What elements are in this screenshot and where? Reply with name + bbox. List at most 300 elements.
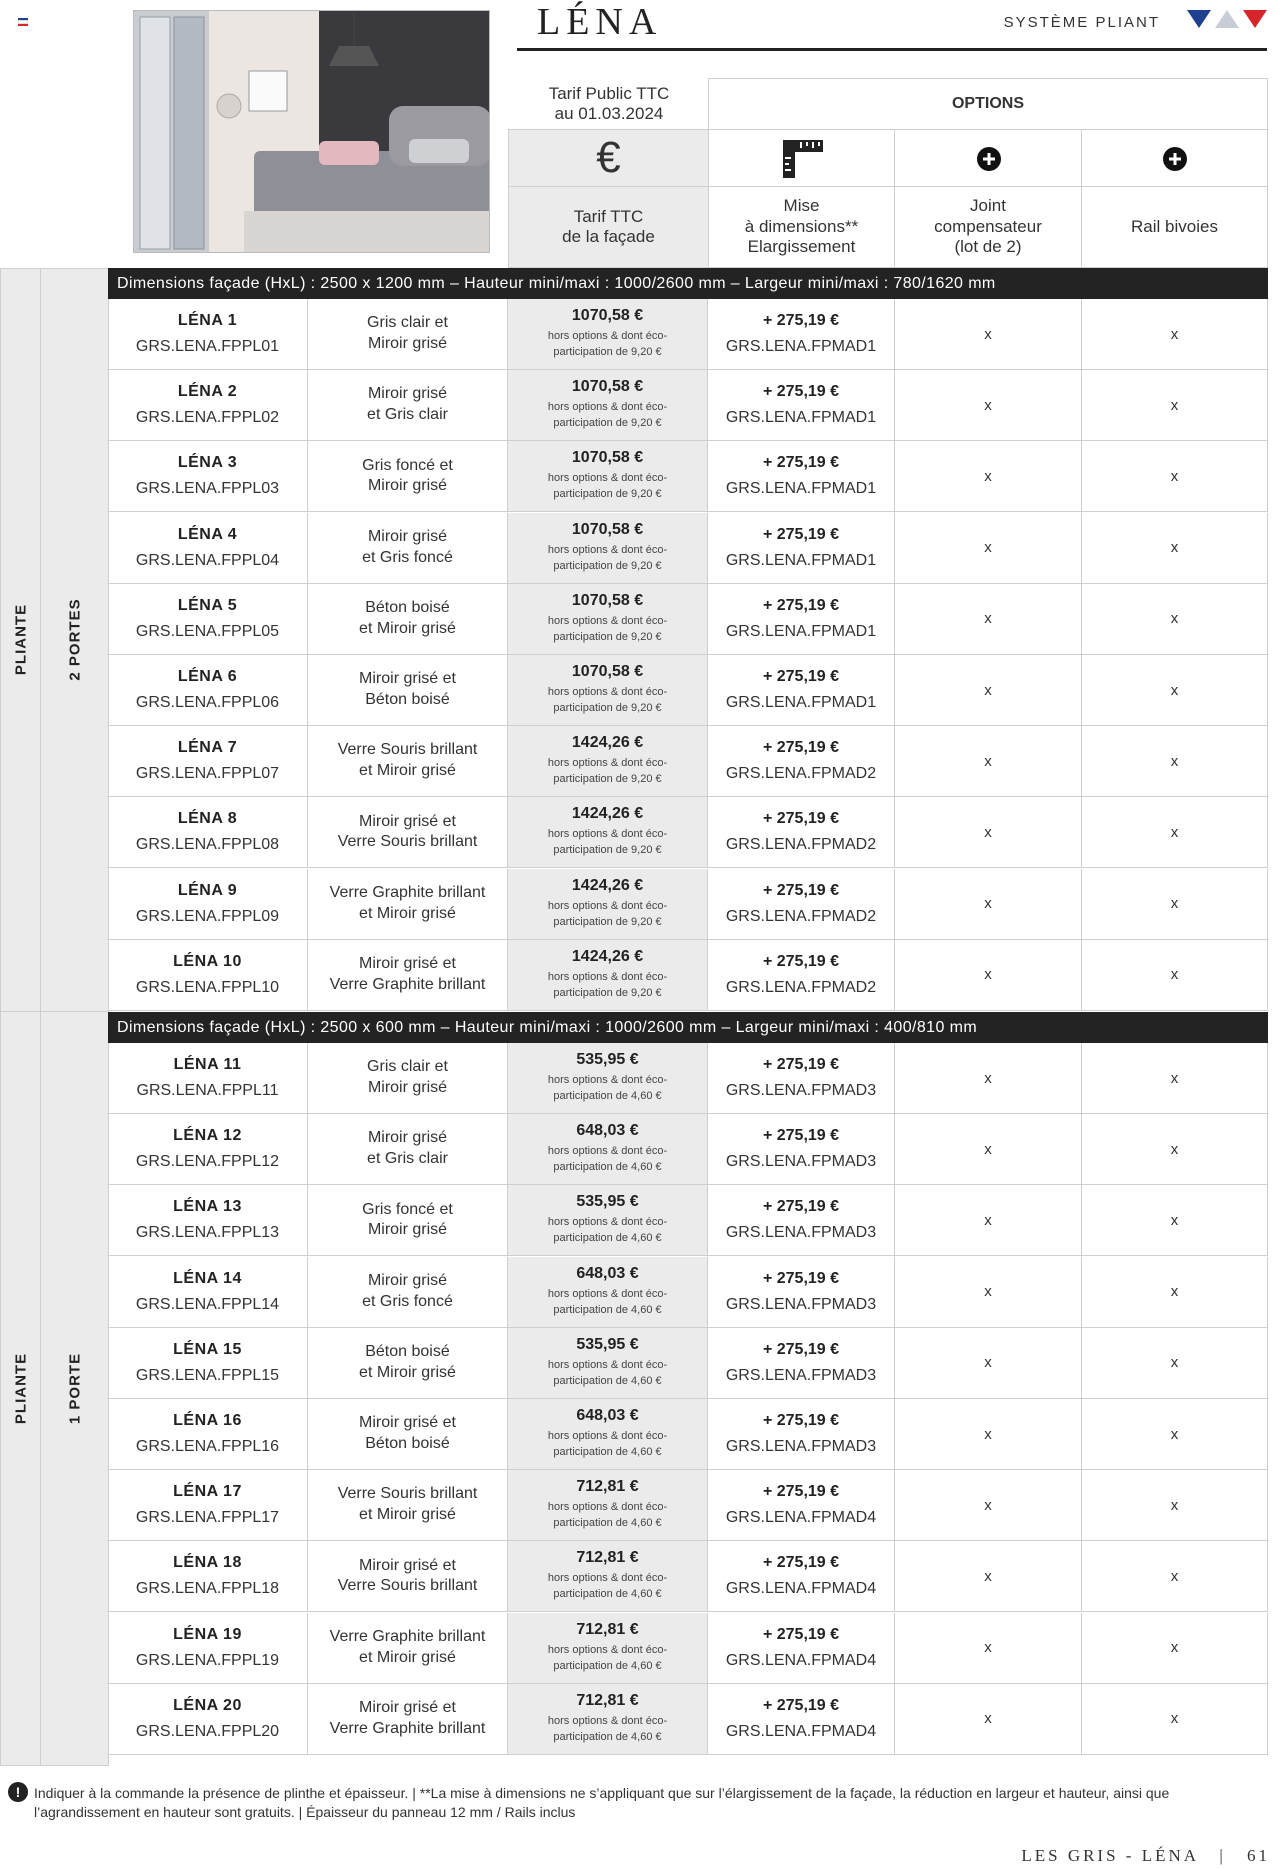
cell-name: LÉNA 12 [173,1127,242,1145]
cell-eco2: participation de 9,20 € [553,915,662,928]
cell-d2: Verre Souris brillant [337,833,478,851]
cell-d2: Verre Graphite brillant [329,1719,486,1737]
price-cell [508,1613,708,1683]
cell-optref: GRS.LENA.FPMAD1 [725,551,877,569]
cell-ref: GRS.LENA.FPPL02 [135,409,280,427]
tricolor-triangles-icon [1187,8,1267,30]
cell-optref: GRS.LENA.FPMAD1 [725,694,877,711]
cell-opt: + 275,19 € [762,383,840,401]
footnote [34,1784,1234,1822]
cell-price: 535,95 € [576,1193,639,1211]
cell-eco2: participation de 9,20 € [553,986,662,999]
cell-d1: Miroir grisé et [359,1414,456,1432]
x-cell [1082,1470,1268,1540]
plus-icon-cell-joint [894,129,1082,187]
cell-name: LÉNA 18 [173,1554,242,1572]
name-cell [108,726,308,796]
x-cell [895,1114,1082,1184]
product-photo [133,10,490,253]
table-row [108,1470,1268,1541]
system-label: SYSTÈME PLIANT [1003,14,1160,31]
footer-label: LES GRIS - LÉNA [1021,1846,1199,1865]
cell-name: LÉNA 10 [173,952,242,970]
cell-price: 1070,58 € [571,591,644,609]
name-cell [108,370,308,440]
cell-d2: et Miroir grisé [359,1363,456,1381]
section-2-side-label: PLIANTE [12,1352,30,1425]
section-2-side [0,1011,41,1766]
desc-cell [308,797,508,867]
cell-eco1: hors options & dont éco- [547,614,668,627]
cell-x1: x [984,1496,992,1514]
cell-d1: Miroir grisé et [359,1699,456,1716]
cell-d1: Miroir grisé [367,527,448,545]
cell-name: LÉNA 5 [177,596,238,614]
joint-col-label-2: compensateur [934,216,1042,236]
cell-eco1: hors options & dont éco- [547,1714,668,1727]
page-title: LÉNA [537,1,663,43]
page-number: 61 [1247,1846,1270,1865]
cell-eco2: participation de 9,20 € [553,630,662,643]
x-cell [895,797,1082,867]
desc-cell [308,940,508,1010]
cell-ref: GRS.LENA.FPPL09 [135,907,280,925]
desc-cell [308,1114,508,1184]
x-cell [895,299,1082,369]
opt-cell [708,1328,895,1398]
cell-name: LÉNA 4 [177,525,238,543]
cell-price: 648,03 € [576,1122,639,1140]
cell-opt: + 275,19 € [762,1554,840,1572]
name-cell [108,869,308,939]
cell-x1: x [984,1140,992,1158]
rail-col-label: Rail bivoies [1131,216,1218,236]
cell-d2: Miroir grisé [367,1221,448,1239]
cell-ref: GRS.LENA.FPPL19 [135,1651,280,1669]
cell-x2: x [1170,1211,1179,1229]
section-1-sub-label: 2 PORTES [66,598,84,681]
cell-price: 535,95 € [576,1335,639,1353]
desc-cell [308,726,508,796]
cell-name: LÉNA 13 [173,1198,242,1216]
cell-name: LÉNA 8 [177,810,238,828]
cell-eco2: participation de 4,60 € [553,1730,662,1743]
cell-d1: Miroir grisé et [359,955,456,972]
price-cell [508,797,708,867]
x-cell [1082,869,1268,939]
name-cell [108,1328,308,1398]
cell-optref: GRS.LENA.FPMAD4 [725,1722,877,1740]
cell-d2: et Gris foncé [362,1292,453,1310]
desc-cell [308,370,508,440]
cell-x2: x [1170,1710,1179,1728]
cell-ref: GRS.LENA.FPPL18 [135,1580,280,1598]
desc-cell [308,1541,508,1611]
desc-cell [308,441,508,511]
price-cell [508,655,708,725]
cell-x2: x [1170,681,1179,699]
cell-x2: x [1170,396,1179,414]
section-2-dimensions: Dimensions façade (HxL) : 2500 x 600 mm – Hauteur mini/maxi : 1000/2600 mm – Largeur mini/maxi : 400/810 mm [108,1012,1268,1043]
cell-x2: x [1170,1069,1179,1087]
cell-x1: x [984,966,992,984]
opt-cell [708,1114,895,1184]
cell-ref: GRS.LENA.FPPL10 [135,978,280,996]
cell-x2: x [1170,467,1179,485]
cell-d1: Gris clair et [367,314,448,332]
cell-d2: Verre Graphite brillant [329,975,486,993]
rail-col-header [1081,186,1268,268]
x-cell [895,1613,1082,1683]
cell-eco2: participation de 9,20 € [553,346,662,358]
desc-cell [308,1399,508,1469]
cell-ref: GRS.LENA.FPPL06 [135,694,280,711]
tarif-public-header [509,78,709,130]
cell-x2: x [1170,823,1179,841]
cell-ref: GRS.LENA.FPPL14 [135,1295,280,1313]
x-cell [895,869,1082,939]
desc-cell [308,869,508,939]
name-cell [108,513,308,583]
opt-cell [708,299,895,369]
cell-price: 1424,26 € [571,805,644,823]
cell-d2: et Miroir grisé [359,1506,456,1524]
x-cell [1082,370,1268,440]
price-cell [508,1541,708,1611]
cell-price: 1070,58 € [571,307,644,325]
cell-eco1: hors options & dont éco- [547,970,668,983]
name-cell [108,1541,308,1611]
cell-eco1: hors options & dont éco- [547,899,668,912]
cell-opt: + 275,19 € [762,454,840,472]
x-cell [1082,1043,1268,1113]
cell-price: 648,03 € [576,1264,639,1282]
x-cell [1082,1541,1268,1611]
cell-eco2: participation de 9,20 € [553,702,662,714]
cell-price: 1070,58 € [571,378,644,396]
table-row [108,584,1268,655]
cell-x1: x [984,1567,992,1585]
cell-opt: + 275,19 € [762,881,840,899]
desc-cell [308,1684,508,1754]
price-cell [508,869,708,939]
cell-opt: + 275,19 € [762,596,840,614]
desc-cell [308,1613,508,1683]
x-cell [895,1328,1082,1398]
name-cell [108,299,308,369]
table-row [108,1114,1268,1185]
section-1-side-label: PLIANTE [12,603,30,676]
cell-x1: x [984,539,992,557]
cell-opt: + 275,19 € [762,810,840,828]
cell-eco2: participation de 4,60 € [553,1659,662,1672]
desc-cell [308,513,508,583]
price-cell [508,584,708,654]
cell-x1: x [984,396,992,414]
section-2-sub [40,1011,109,1766]
cell-d1: Béton boisé [365,599,450,616]
opt-cell [708,726,895,796]
x-cell [1082,1684,1268,1754]
flag-mini-icon [18,18,28,26]
name-cell [108,940,308,1010]
cell-price: 712,81 € [576,1549,639,1567]
cell-name: LÉNA 2 [177,383,238,401]
x-cell [895,1470,1082,1540]
cell-d2: et Miroir grisé [359,762,456,780]
section-1-dimensions: Dimensions façade (HxL) : 2500 x 1200 mm – Hauteur mini/maxi : 1000/2600 mm – Largeur mini/maxi : 780/1620 mm [108,268,1268,299]
cell-name: LÉNA 6 [177,668,238,685]
ruler-icon [781,138,825,180]
cell-optref: GRS.LENA.FPMAD1 [725,409,877,427]
name-cell [108,584,308,654]
cell-eco2: participation de 4,60 € [553,1374,662,1387]
cell-eco2: participation de 4,60 € [553,1161,662,1174]
opt-cell [708,1185,895,1255]
cell-name: LÉNA 3 [177,454,238,472]
opt-cell [708,797,895,867]
cell-name: LÉNA 17 [173,1483,242,1501]
plus-circle-icon [1162,146,1188,172]
cell-price: 1070,58 € [571,520,644,538]
cell-opt: + 275,19 € [762,1483,840,1501]
cell-d2: et Miroir grisé [359,619,456,637]
cell-eco1: hors options & dont éco- [547,330,668,343]
section-2-sub-label: 1 PORTE [66,1352,84,1425]
cell-d2: et Gris clair [367,1150,448,1168]
price-cell [508,1257,708,1327]
cell-optref: GRS.LENA.FPMAD3 [725,1366,877,1384]
x-cell [895,940,1082,1010]
cell-optref: GRS.LENA.FPMAD2 [725,836,877,854]
price-cell [508,726,708,796]
cell-eco2: participation de 4,60 € [553,1517,662,1530]
cell-eco1: hors options & dont éco- [547,543,668,556]
table-row [108,1541,1268,1612]
plus-circle-icon [976,146,1002,172]
table-row [108,1684,1268,1755]
cell-ref: GRS.LENA.FPPL03 [135,480,280,498]
cell-optref: GRS.LENA.FPMAD4 [725,1651,877,1669]
opt-cell [708,940,895,1010]
x-cell [1082,299,1268,369]
cell-x2: x [1170,752,1179,770]
cell-eco1: hors options & dont éco- [547,472,668,485]
price-cell [508,513,708,583]
cell-optref: GRS.LENA.FPMAD3 [725,1295,877,1313]
desc-cell [308,1043,508,1113]
opt-cell [708,1541,895,1611]
price-col-label-1: Tarif TTC [573,206,644,226]
name-cell [108,441,308,511]
cell-opt: + 275,19 € [762,525,840,543]
x-cell [1082,1185,1268,1255]
name-cell [108,1185,308,1255]
ruler-icon-cell [708,129,895,187]
table-row [108,299,1268,370]
desc-cell [308,1257,508,1327]
cell-opt: + 275,19 € [762,1412,840,1429]
cell-d1: Verre Souris brillant [337,1485,478,1503]
name-cell [108,1399,308,1469]
name-cell [108,1114,308,1184]
cell-name: LÉNA 19 [173,1625,242,1643]
price-cell [508,940,708,1010]
cell-name: LÉNA 7 [177,739,238,757]
x-cell [895,1684,1082,1754]
footnote-line-1: Indiquer à la commande la présence de plinthe et épaisseur. | **La mise à dimensions ne s’appliquant que sur l’élargissement de la façade, la réduction en largeur et hauteur, ainsi que [34,1785,1170,1801]
cell-x1: x [984,823,992,841]
cell-d2: et Miroir grisé [359,904,456,922]
cell-x1: x [984,1710,992,1728]
cell-eco2: participation de 9,20 € [553,773,662,786]
cell-x1: x [984,752,992,770]
joint-col-header [894,186,1082,268]
cell-ref: GRS.LENA.FPPL07 [135,765,280,783]
price-cell [508,370,708,440]
opt-cell [708,584,895,654]
cell-optref: GRS.LENA.FPMAD4 [725,1509,877,1527]
cell-eco2: participation de 4,60 € [553,1303,662,1316]
table-row [108,370,1268,441]
table-row [108,1613,1268,1684]
desc-cell [308,584,508,654]
cell-x1: x [984,1211,992,1229]
cell-optref: GRS.LENA.FPMAD4 [725,1580,877,1598]
joint-col-label-1: Joint [970,196,1006,216]
cell-x2: x [1170,1283,1179,1301]
cell-price: 1424,26 € [571,947,644,965]
cell-eco2: participation de 9,20 € [553,488,662,501]
name-cell [108,1470,308,1540]
cell-optref: GRS.LENA.FPMAD3 [725,1224,877,1242]
cell-eco1: hors options & dont éco- [547,1572,668,1585]
cell-optref: GRS.LENA.FPMAD2 [725,978,877,996]
opt-cell [708,370,895,440]
cell-price: 712,81 € [576,1691,639,1709]
price-cell [508,1114,708,1184]
x-cell [895,726,1082,796]
cell-ref: GRS.LENA.FPPL13 [135,1224,280,1242]
cell-d2: Miroir grisé [367,1079,448,1096]
cell-eco2: participation de 4,60 € [553,1090,662,1102]
cell-d2: Béton boisé [365,1435,450,1452]
cell-x1: x [984,610,992,628]
cell-d1: Miroir grisé [367,385,448,403]
x-cell [1082,940,1268,1010]
cell-d1: Verre Graphite brillant [329,1627,486,1645]
cell-x1: x [984,1425,992,1443]
cell-opt: + 275,19 € [762,1269,840,1287]
cell-price: 1424,26 € [571,876,644,894]
cell-optref: GRS.LENA.FPMAD1 [725,480,877,498]
footer-separator: | [1219,1846,1226,1865]
cell-eco2: participation de 9,20 € [553,417,662,430]
price-cell [508,1470,708,1540]
options-label: OPTIONS [951,95,1024,113]
x-cell [895,1399,1082,1469]
cell-price: 1424,26 € [571,734,644,752]
price-col-label-2: de la façade [562,227,655,246]
x-cell [1082,655,1268,725]
name-cell [108,797,308,867]
x-cell [895,1043,1082,1113]
cell-x1: x [984,895,992,913]
name-cell [108,1684,308,1754]
cell-opt: + 275,19 € [762,312,840,329]
table-row [108,797,1268,868]
x-cell [1082,513,1268,583]
cell-eco2: participation de 4,60 € [553,1446,662,1458]
cell-eco1: hors options & dont éco- [547,1287,668,1300]
page-footer [1021,1846,1270,1866]
cell-ref: GRS.LENA.FPPL11 [136,1082,279,1099]
joint-col-label-3: (lot de 2) [954,237,1022,257]
table-row [108,1399,1268,1470]
cell-name: LÉNA 14 [173,1269,242,1287]
x-cell [895,1257,1082,1327]
cell-d1: Gris foncé et [362,1200,453,1218]
mise-col-label-1: Mise [783,196,820,216]
euro-icon-cell [508,129,709,187]
mise-col-label-3: Elargissement [747,237,856,257]
cell-x1: x [984,325,992,343]
cell-x2: x [1170,1639,1179,1657]
cell-d1: Miroir grisé et [359,1556,456,1574]
cell-eco1: hors options & dont éco- [547,1145,668,1158]
cell-opt: + 275,19 € [762,1127,840,1145]
cell-price: 1070,58 € [571,449,644,467]
euro-icon: € [596,132,621,182]
cell-price: 712,81 € [576,1620,639,1638]
cell-price: 535,95 € [576,1051,639,1069]
cell-eco1: hors options & dont éco- [547,1643,668,1656]
table-row [108,1257,1268,1328]
cell-name: LÉNA 1 [177,312,238,329]
cell-name: LÉNA 11 [173,1056,242,1073]
opt-cell [708,513,895,583]
x-cell [1082,1114,1268,1184]
opt-cell [708,1684,895,1754]
cell-opt: + 275,19 € [762,1625,840,1643]
cell-optref: GRS.LENA.FPMAD2 [725,765,877,783]
x-cell [895,370,1082,440]
desc-cell [308,1328,508,1398]
cell-eco1: hors options & dont éco- [547,828,668,841]
desc-cell [308,299,508,369]
x-cell [1082,726,1268,796]
price-cell [508,1185,708,1255]
mise-col-header [708,186,895,268]
cell-x2: x [1170,610,1179,628]
x-cell [895,584,1082,654]
price-cell [508,299,708,369]
footnote-line-2: l’agrandissement en hauteur sont gratuits. | Épaisseur du panneau 12 mm / Rails inclus [34,1803,576,1820]
cell-eco1: hors options & dont éco- [547,1216,668,1229]
table-row [108,940,1268,1011]
cell-opt: + 275,19 € [762,1340,840,1358]
cell-x2: x [1170,966,1179,984]
name-cell [108,655,308,725]
cell-opt: + 275,19 € [762,1696,840,1714]
opt-cell [708,1043,895,1113]
cell-opt: + 275,19 € [762,668,840,685]
cell-d2: et Miroir grisé [359,1648,456,1666]
cell-eco2: participation de 4,60 € [553,1588,662,1601]
cell-d1: Béton boisé [365,1343,450,1360]
cell-d2: et Gris foncé [362,548,453,566]
cell-eco1: hors options & dont éco- [547,1501,668,1514]
